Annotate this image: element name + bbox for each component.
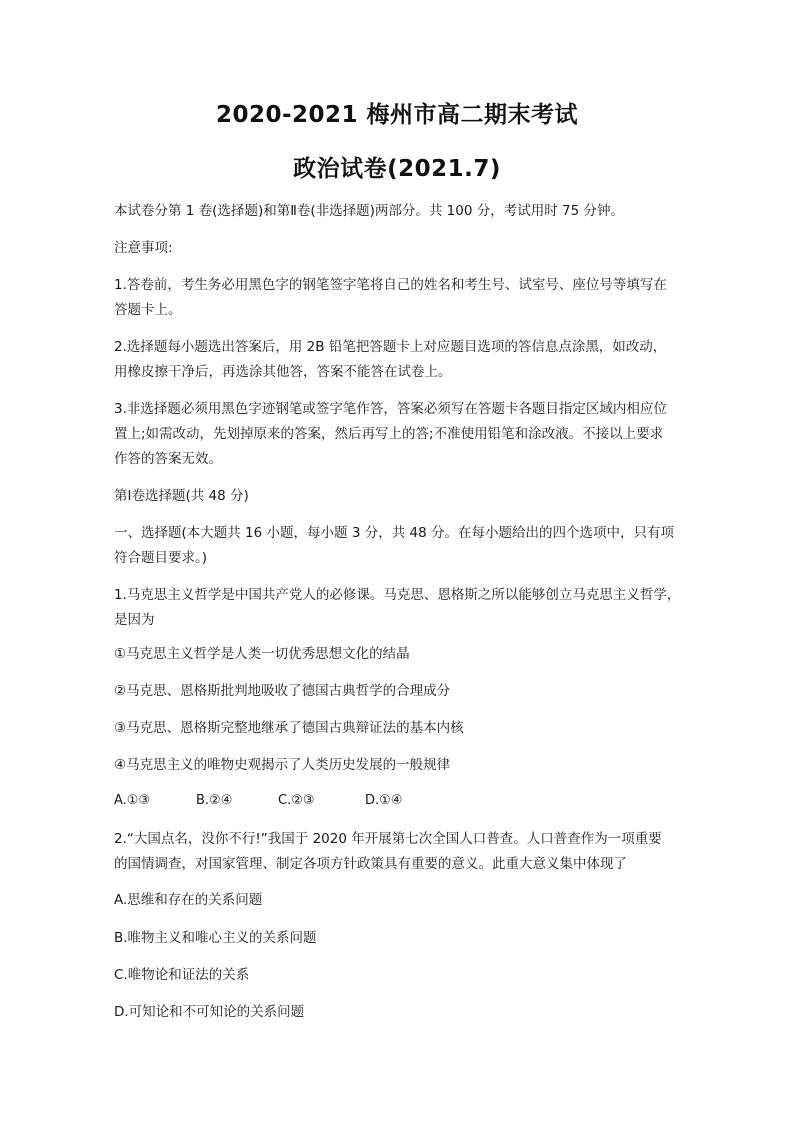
choice-a: A.①③ <box>114 793 151 808</box>
choice-b: B.②④ <box>196 793 233 808</box>
section-instructions-line-2: 符合题目要求。) <box>114 550 208 566</box>
question-1-choices <box>114 790 402 812</box>
question-1-statement: ④马克思主义的唯物史观揭示了人类历史发展的一般规律 <box>114 757 451 773</box>
notice-heading: 注意事项: <box>114 240 173 256</box>
choice-c: C.②③ <box>278 793 315 808</box>
note-1-line-1: 1.答卷前，考生务必用黑色字的钢笔签字笔将自己的姓名和考生号、试室号、座位号等填写在 <box>114 277 667 293</box>
note-3-line-2: 置上;如需改动，先划掉原来的答案，然后再写上的答;不准使用铅笔和涂改液。不接以上要求 <box>114 426 664 442</box>
note-2-line-2: 用橡皮擦干净后，再选涂其他答，答案不能答在试卷上。 <box>114 364 452 380</box>
paper-structure-text: 本试卷分第 1 卷(选择题)和第Ⅱ卷(非选择题)两部分。共 100 分，考试用时 75 分钟。 <box>114 203 624 219</box>
question-1-statement: ②马克思、恩格斯批判地吸收了德国古典哲学的合理成分 <box>114 683 451 699</box>
note-2-line-1: 2.选择题每小题选出答案后，用 2B 铅笔把答题卡上对应题目选项的答信息点涂黑，如改动， <box>114 339 667 355</box>
question-2-stem-line-2: 的国情调查，对国家管理、制定各项方针政策具有重要的意义。此重大意义集中体现了 <box>114 856 627 872</box>
note-1-line-2: 答题卡上。 <box>114 302 182 318</box>
choice-d: D.①④ <box>365 793 403 808</box>
question-2-option-d: D.可知论和不可知论的关系问题 <box>114 1004 305 1020</box>
question-2-stem-line-1: 2.“大国点名，没你不行!”我国于 2020 年开展第七次全国人口普查。人口普查作为一项重要 <box>114 831 662 847</box>
section-instructions-line-1: 一、选择题(本大题共 16 小题，每小题 3 分，共 48 分。在每小题给出的四个选项中，只有项 <box>114 525 674 541</box>
note-3-line-1: 3.非选择题必须用黑色字迹钢笔或签字笔作答，答案必须写在答题卡各题目指定区域内相应位 <box>114 401 667 417</box>
exam-subtitle: 政治试卷(2021.7) <box>293 156 501 182</box>
question-2-option-b: B.唯物主义和唯心主义的关系问题 <box>114 930 317 946</box>
question-1-statement: ①马克思主义哲学是人类一切优秀思想文化的结晶 <box>114 646 410 662</box>
note-3-line-3: 作答的答案无效。 <box>114 451 222 467</box>
question-1-stem-line-2: 是因为 <box>114 612 155 628</box>
question-2-option-a: A.思维和存在的关系问题 <box>114 892 263 908</box>
question-1-statement: ③马克思、恩格斯完整地继承了德国古典辩证法的基本内核 <box>114 720 464 736</box>
section-heading: 第Ⅰ卷选择题(共 48 分) <box>114 488 249 504</box>
question-2-option-c: C.唯物论和证法的关系 <box>114 967 250 983</box>
exam-title: 2020-2021 梅州市高二期末考试 <box>215 102 579 128</box>
question-1-stem-line-1: 1.马克思主义哲学是中国共产党人的必修课。马克思、恩格斯之所以能够创立马克思主义哲学， <box>114 587 681 603</box>
